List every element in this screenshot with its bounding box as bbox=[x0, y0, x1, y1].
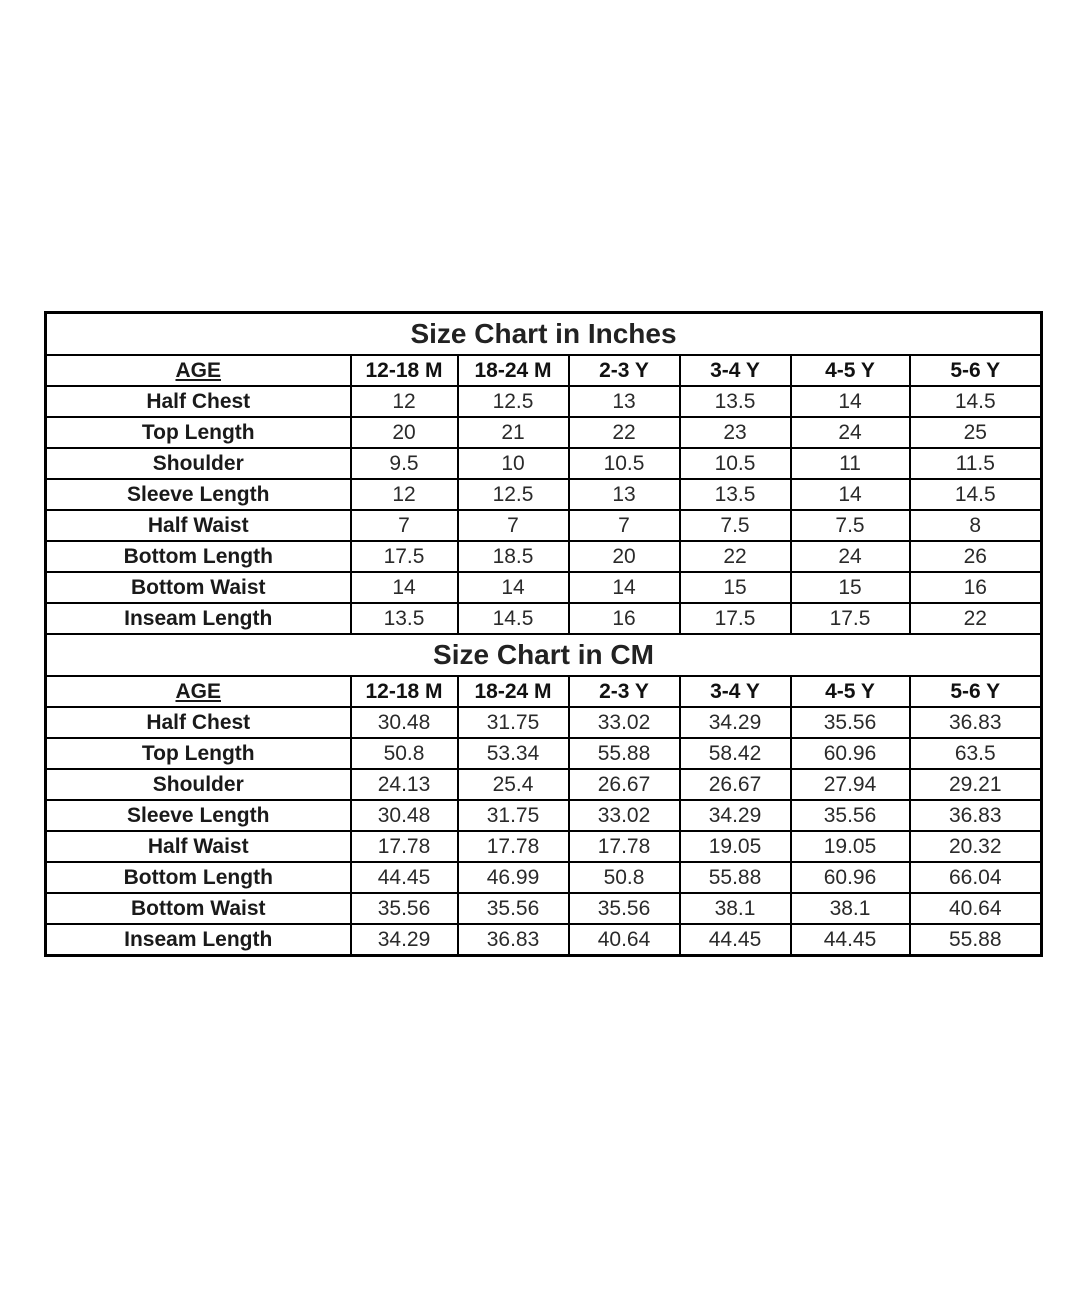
cm-measure-value: 35.56 bbox=[791, 800, 910, 831]
size-chart bbox=[44, 311, 1040, 957]
cm-size-header: 5-6 Y bbox=[910, 676, 1042, 707]
cm-size-header: 4-5 Y bbox=[791, 676, 910, 707]
inches-measure-value: 8 bbox=[910, 510, 1042, 541]
inches-measure-value: 13.5 bbox=[351, 603, 458, 634]
inches-measure-value: 11.5 bbox=[910, 448, 1042, 479]
inches-measure-value: 14 bbox=[791, 386, 910, 417]
inches-measure-label: Half Waist bbox=[46, 510, 351, 541]
cm-measure-value: 27.94 bbox=[791, 769, 910, 800]
cm-size-header: 12-18 M bbox=[351, 676, 458, 707]
inches-size-header: 4-5 Y bbox=[791, 355, 910, 386]
inches-measure-value: 14 bbox=[351, 572, 458, 603]
cm-measure-value: 38.1 bbox=[680, 893, 791, 924]
cm-table-row bbox=[46, 862, 1042, 893]
inches-measure-value: 7 bbox=[569, 510, 680, 541]
cm-measure-label: Inseam Length bbox=[46, 924, 351, 956]
cm-size-header: 3-4 Y bbox=[680, 676, 791, 707]
cm-measure-value: 19.05 bbox=[680, 831, 791, 862]
inches-measure-value: 24 bbox=[791, 417, 910, 448]
inches-size-header: 2-3 Y bbox=[569, 355, 680, 386]
cm-measure-value: 26.67 bbox=[569, 769, 680, 800]
cm-header-row bbox=[46, 676, 1042, 707]
cm-measure-value: 50.8 bbox=[569, 862, 680, 893]
inches-measure-label: Top Length bbox=[46, 417, 351, 448]
inches-measure-value: 7 bbox=[458, 510, 569, 541]
inches-measure-value: 13 bbox=[569, 479, 680, 510]
inches-table-row bbox=[46, 479, 1042, 510]
cm-table-row bbox=[46, 769, 1042, 800]
inches-measure-value: 10.5 bbox=[680, 448, 791, 479]
inches-size-header: 3-4 Y bbox=[680, 355, 791, 386]
inches-measure-value: 14.5 bbox=[910, 479, 1042, 510]
inches-table-row bbox=[46, 417, 1042, 448]
inches-age-header: AGE bbox=[46, 355, 351, 386]
inches-measure-value: 14.5 bbox=[910, 386, 1042, 417]
inches-measure-value: 7.5 bbox=[791, 510, 910, 541]
inches-measure-value: 14 bbox=[569, 572, 680, 603]
inches-measure-value: 16 bbox=[910, 572, 1042, 603]
inches-measure-value: 20 bbox=[569, 541, 680, 572]
cm-measure-value: 36.83 bbox=[910, 800, 1042, 831]
inches-size-header: 5-6 Y bbox=[910, 355, 1042, 386]
cm-age-header: AGE bbox=[46, 676, 351, 707]
cm-measure-label: Half Chest bbox=[46, 707, 351, 738]
inches-measure-value: 23 bbox=[680, 417, 791, 448]
cm-measure-label: Sleeve Length bbox=[46, 800, 351, 831]
inches-measure-value: 14 bbox=[791, 479, 910, 510]
cm-table-row bbox=[46, 800, 1042, 831]
cm-measure-value: 30.48 bbox=[351, 800, 458, 831]
cm-measure-value: 31.75 bbox=[458, 800, 569, 831]
inches-measure-label: Bottom Waist bbox=[46, 572, 351, 603]
inches-table-row bbox=[46, 510, 1042, 541]
inches-measure-value: 22 bbox=[910, 603, 1042, 634]
inches-measure-value: 14.5 bbox=[458, 603, 569, 634]
cm-measure-value: 38.1 bbox=[791, 893, 910, 924]
cm-size-header: 2-3 Y bbox=[569, 676, 680, 707]
cm-measure-value: 66.04 bbox=[910, 862, 1042, 893]
cm-measure-value: 34.29 bbox=[680, 707, 791, 738]
inches-measure-value: 25 bbox=[910, 417, 1042, 448]
inches-size-header: 18-24 M bbox=[458, 355, 569, 386]
cm-size-header: 18-24 M bbox=[458, 676, 569, 707]
cm-section-title: Size Chart in CM bbox=[46, 634, 1042, 676]
inches-table-row bbox=[46, 541, 1042, 572]
inches-measure-value: 17.5 bbox=[791, 603, 910, 634]
inches-measure-value: 13 bbox=[569, 386, 680, 417]
inches-measure-value: 18.5 bbox=[458, 541, 569, 572]
cm-measure-value: 36.83 bbox=[910, 707, 1042, 738]
cm-measure-value: 25.4 bbox=[458, 769, 569, 800]
inches-measure-label: Sleeve Length bbox=[46, 479, 351, 510]
cm-measure-value: 44.45 bbox=[791, 924, 910, 956]
inches-measure-value: 10 bbox=[458, 448, 569, 479]
inches-measure-value: 10.5 bbox=[569, 448, 680, 479]
inches-table-row bbox=[46, 448, 1042, 479]
inches-measure-value: 12 bbox=[351, 479, 458, 510]
inches-measure-value: 20 bbox=[351, 417, 458, 448]
inches-measure-value: 15 bbox=[791, 572, 910, 603]
cm-measure-label: Shoulder bbox=[46, 769, 351, 800]
cm-measure-value: 30.48 bbox=[351, 707, 458, 738]
cm-measure-value: 55.88 bbox=[680, 862, 791, 893]
cm-measure-value: 55.88 bbox=[569, 738, 680, 769]
inches-measure-value: 16 bbox=[569, 603, 680, 634]
cm-table-row bbox=[46, 738, 1042, 769]
inches-measure-value: 15 bbox=[680, 572, 791, 603]
inches-measure-value: 26 bbox=[910, 541, 1042, 572]
cm-measure-value: 35.56 bbox=[569, 893, 680, 924]
cm-measure-label: Half Waist bbox=[46, 831, 351, 862]
cm-table-row bbox=[46, 893, 1042, 924]
cm-measure-value: 34.29 bbox=[680, 800, 791, 831]
inches-size-header: 12-18 M bbox=[351, 355, 458, 386]
inches-measure-label: Half Chest bbox=[46, 386, 351, 417]
inches-measure-value: 12 bbox=[351, 386, 458, 417]
inches-measure-value: 22 bbox=[680, 541, 791, 572]
inches-measure-value: 7 bbox=[351, 510, 458, 541]
inches-measure-value: 12.5 bbox=[458, 479, 569, 510]
cm-measure-value: 53.34 bbox=[458, 738, 569, 769]
cm-table-row bbox=[46, 707, 1042, 738]
inches-measure-label: Shoulder bbox=[46, 448, 351, 479]
inches-measure-value: 21 bbox=[458, 417, 569, 448]
inches-measure-label: Inseam Length bbox=[46, 603, 351, 634]
inches-measure-value: 13.5 bbox=[680, 386, 791, 417]
inches-measure-value: 11 bbox=[791, 448, 910, 479]
cm-measure-value: 29.21 bbox=[910, 769, 1042, 800]
inches-table-row bbox=[46, 386, 1042, 417]
cm-table-row bbox=[46, 924, 1042, 956]
cm-measure-value: 33.02 bbox=[569, 707, 680, 738]
cm-measure-value: 33.02 bbox=[569, 800, 680, 831]
inches-measure-value: 17.5 bbox=[351, 541, 458, 572]
inches-measure-value: 24 bbox=[791, 541, 910, 572]
cm-measure-value: 36.83 bbox=[458, 924, 569, 956]
cm-measure-value: 19.05 bbox=[791, 831, 910, 862]
inches-measure-value: 9.5 bbox=[351, 448, 458, 479]
cm-measure-value: 55.88 bbox=[910, 924, 1042, 956]
inches-measure-value: 13.5 bbox=[680, 479, 791, 510]
cm-measure-value: 44.45 bbox=[351, 862, 458, 893]
inches-title-row bbox=[46, 313, 1042, 356]
cm-measure-value: 46.99 bbox=[458, 862, 569, 893]
cm-measure-value: 40.64 bbox=[569, 924, 680, 956]
cm-measure-value: 35.56 bbox=[351, 893, 458, 924]
inches-table-row bbox=[46, 603, 1042, 634]
cm-title-row bbox=[46, 634, 1042, 676]
cm-measure-value: 34.29 bbox=[351, 924, 458, 956]
cm-measure-value: 60.96 bbox=[791, 738, 910, 769]
cm-measure-value: 17.78 bbox=[569, 831, 680, 862]
cm-measure-label: Top Length bbox=[46, 738, 351, 769]
cm-measure-value: 17.78 bbox=[458, 831, 569, 862]
inches-section-title: Size Chart in Inches bbox=[46, 313, 1042, 356]
cm-measure-value: 24.13 bbox=[351, 769, 458, 800]
inches-measure-value: 14 bbox=[458, 572, 569, 603]
cm-measure-value: 35.56 bbox=[791, 707, 910, 738]
inches-measure-value: 17.5 bbox=[680, 603, 791, 634]
cm-measure-value: 26.67 bbox=[680, 769, 791, 800]
inches-header-row bbox=[46, 355, 1042, 386]
inches-measure-label: Bottom Length bbox=[46, 541, 351, 572]
cm-measure-value: 50.8 bbox=[351, 738, 458, 769]
cm-table-row bbox=[46, 831, 1042, 862]
cm-measure-label: Bottom Length bbox=[46, 862, 351, 893]
cm-measure-label: Bottom Waist bbox=[46, 893, 351, 924]
inches-measure-value: 7.5 bbox=[680, 510, 791, 541]
cm-measure-value: 60.96 bbox=[791, 862, 910, 893]
cm-measure-value: 44.45 bbox=[680, 924, 791, 956]
cm-measure-value: 58.42 bbox=[680, 738, 791, 769]
cm-measure-value: 63.5 bbox=[910, 738, 1042, 769]
size-chart-table bbox=[44, 311, 1043, 957]
cm-measure-value: 20.32 bbox=[910, 831, 1042, 862]
inches-table-row bbox=[46, 572, 1042, 603]
cm-measure-value: 40.64 bbox=[910, 893, 1042, 924]
inches-measure-value: 12.5 bbox=[458, 386, 569, 417]
inches-measure-value: 22 bbox=[569, 417, 680, 448]
cm-measure-value: 35.56 bbox=[458, 893, 569, 924]
cm-measure-value: 31.75 bbox=[458, 707, 569, 738]
cm-measure-value: 17.78 bbox=[351, 831, 458, 862]
